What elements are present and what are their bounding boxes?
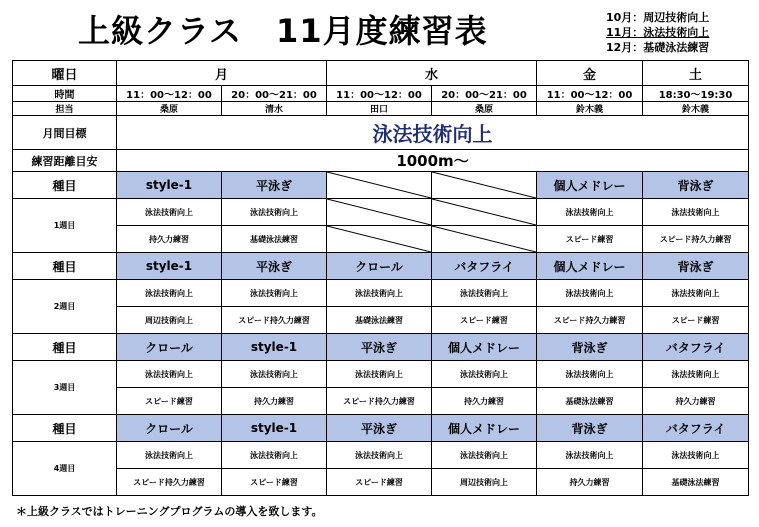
title-month: 11月度練習表 <box>276 12 488 50</box>
focus-cell: 泳法技術向上 <box>117 361 222 388</box>
focus-row <box>13 199 749 226</box>
coach-cell: 鈴木義 <box>643 102 749 116</box>
event-label: 種目 <box>13 172 117 199</box>
drill-cell: スピード持久力練習 <box>643 226 749 253</box>
event-cell: バタフライ <box>643 334 749 361</box>
focus-cell: 泳法技術向上 <box>327 280 432 307</box>
drill-cell: 周辺技術向上 <box>117 307 222 334</box>
drill-cell: スピード持久力練習 <box>327 388 432 415</box>
title-class: 上級クラス <box>78 12 243 50</box>
coach-cell: 鈴木義 <box>537 102 643 116</box>
time-label: 時間 <box>13 86 117 102</box>
drill-cell: 持久力練習 <box>643 388 749 415</box>
drill-cell: 持久力練習 <box>537 469 643 496</box>
event-cell: 背泳ぎ <box>643 172 749 199</box>
event-cell: 平泳ぎ <box>222 253 327 280</box>
day-wed: 水 <box>327 61 537 86</box>
week-label: 4週目 <box>13 442 117 496</box>
focus-cell: 泳法技術向上 <box>537 199 643 226</box>
event-cell: 個人メドレー <box>537 172 643 199</box>
distance-label: 練習距離目安 <box>13 150 117 172</box>
monthly-themes <box>606 10 709 55</box>
empty-slot-slash <box>327 172 431 198</box>
drill-cell: スピード練習 <box>643 307 749 334</box>
focus-cell: 泳法技術向上 <box>643 361 749 388</box>
empty-slot-slash <box>432 199 536 225</box>
drill-cell: スピード持久力練習 <box>117 469 222 496</box>
focus-cell: 泳法技術向上 <box>222 280 327 307</box>
focus-cell: 泳法技術向上 <box>643 199 749 226</box>
week-label: 2週目 <box>13 280 117 334</box>
empty-slot <box>432 172 537 199</box>
event-label: 種目 <box>13 415 117 442</box>
event-cell: style-1 <box>222 415 327 442</box>
time-cell: 11：00～12：00 <box>327 86 432 102</box>
empty-slot <box>327 226 432 253</box>
drill-cell: 基礎泳法練習 <box>327 307 432 334</box>
event-cell: 背泳ぎ <box>537 415 643 442</box>
event-cell: クロール <box>327 253 432 280</box>
event-cell: クロール <box>117 415 222 442</box>
coach-cell: 桑原 <box>117 102 222 116</box>
event-cell: 個人メドレー <box>537 253 643 280</box>
empty-slot <box>432 226 537 253</box>
time-cell: 11：00～12：00 <box>117 86 222 102</box>
focus-cell: 泳法技術向上 <box>117 199 222 226</box>
day-mon: 月 <box>117 61 327 86</box>
drill-row <box>13 469 749 496</box>
focus-cell: 泳法技術向上 <box>117 280 222 307</box>
event-cell: 平泳ぎ <box>327 334 432 361</box>
focus-row <box>13 280 749 307</box>
drill-cell: 基礎泳法練習 <box>643 469 749 496</box>
drill-cell: 周辺技術向上 <box>432 469 537 496</box>
drill-cell: 基礎泳法練習 <box>537 388 643 415</box>
drill-row <box>13 226 749 253</box>
time-row <box>13 86 749 102</box>
event-cell: 平泳ぎ <box>222 172 327 199</box>
week-label: 1週目 <box>13 199 117 253</box>
page-title <box>78 6 488 52</box>
empty-slot <box>327 199 432 226</box>
focus-cell: 泳法技術向上 <box>222 199 327 226</box>
drill-cell: スピード練習 <box>117 388 222 415</box>
empty-slot <box>432 199 537 226</box>
distance-row <box>13 150 749 172</box>
time-cell: 11：00～12：00 <box>537 86 643 102</box>
drill-cell: スピード持久力練習 <box>537 307 643 334</box>
practice-schedule-table <box>12 60 749 496</box>
focus-cell: 泳法技術向上 <box>643 442 749 469</box>
footnote: ＊上級クラスではトレーニングプログラムの導入を致します。 <box>16 505 323 518</box>
goal-value: 泳法技術向上 <box>117 116 749 150</box>
coach-cell: 清水 <box>222 102 327 116</box>
focus-cell: 泳法技術向上 <box>327 361 432 388</box>
drill-cell: 持久力練習 <box>432 388 537 415</box>
theme-november: 11月：泳法技術向上 <box>606 26 710 39</box>
day-sat: 土 <box>643 61 749 86</box>
focus-cell: 泳法技術向上 <box>117 442 222 469</box>
empty-slot <box>327 172 432 199</box>
coach-cell: 桑原 <box>432 102 537 116</box>
day-row <box>13 61 749 86</box>
focus-row <box>13 361 749 388</box>
event-row <box>13 172 749 199</box>
weeks-body <box>13 172 749 496</box>
focus-cell: 泳法技術向上 <box>432 280 537 307</box>
drill-cell: スピード練習 <box>537 226 643 253</box>
theme-october: 10月：周辺技術向上 <box>606 11 710 24</box>
event-cell: style-1 <box>222 334 327 361</box>
focus-cell: 泳法技術向上 <box>643 280 749 307</box>
event-row <box>13 253 749 280</box>
event-label: 種目 <box>13 253 117 280</box>
drill-cell: 持久力練習 <box>222 388 327 415</box>
drill-cell: スピード持久力練習 <box>222 307 327 334</box>
empty-slot-slash <box>327 199 431 225</box>
drill-cell: 基礎泳法練習 <box>222 226 327 253</box>
event-cell: 平泳ぎ <box>327 415 432 442</box>
drill-cell: スピード練習 <box>222 469 327 496</box>
focus-cell: 泳法技術向上 <box>222 361 327 388</box>
distance-value: 1000m～ <box>117 150 749 172</box>
coach-cell: 田口 <box>327 102 432 116</box>
focus-cell: 泳法技術向上 <box>432 361 537 388</box>
event-row <box>13 334 749 361</box>
empty-slot-slash <box>432 226 536 252</box>
time-cell: 20：00～21：00 <box>222 86 327 102</box>
event-label: 種目 <box>13 334 117 361</box>
drill-row <box>13 307 749 334</box>
focus-cell: 泳法技術向上 <box>432 442 537 469</box>
event-cell: 背泳ぎ <box>643 253 749 280</box>
event-cell: バタフライ <box>643 415 749 442</box>
time-cell: 18:30～19:30 <box>643 86 749 102</box>
focus-row <box>13 442 749 469</box>
drill-cell: スピード練習 <box>327 469 432 496</box>
event-cell: クロール <box>117 334 222 361</box>
goal-label: 月間目標 <box>13 116 117 150</box>
drill-row <box>13 388 749 415</box>
drill-cell: 持久力練習 <box>117 226 222 253</box>
day-label: 曜日 <box>13 61 117 86</box>
event-cell: style-1 <box>117 253 222 280</box>
coach-label: 担当 <box>13 102 117 116</box>
event-row <box>13 415 749 442</box>
empty-slot-slash <box>432 172 536 198</box>
goal-row <box>13 116 749 150</box>
focus-cell: 泳法技術向上 <box>537 442 643 469</box>
focus-cell: 泳法技術向上 <box>327 442 432 469</box>
event-cell: 背泳ぎ <box>537 334 643 361</box>
coach-row <box>13 102 749 116</box>
empty-slot-slash <box>327 226 431 252</box>
week-label: 3週目 <box>13 361 117 415</box>
focus-cell: 泳法技術向上 <box>222 442 327 469</box>
time-cell: 20：00～21：00 <box>432 86 537 102</box>
event-cell: style-1 <box>117 172 222 199</box>
drill-cell: スピード練習 <box>432 307 537 334</box>
event-cell: 個人メドレー <box>432 334 537 361</box>
event-cell: 個人メドレー <box>432 415 537 442</box>
theme-december: 12月：基礎泳法練習 <box>606 41 710 54</box>
event-cell: バタフライ <box>432 253 537 280</box>
day-fri: 金 <box>537 61 643 86</box>
focus-cell: 泳法技術向上 <box>537 280 643 307</box>
focus-cell: 泳法技術向上 <box>537 361 643 388</box>
